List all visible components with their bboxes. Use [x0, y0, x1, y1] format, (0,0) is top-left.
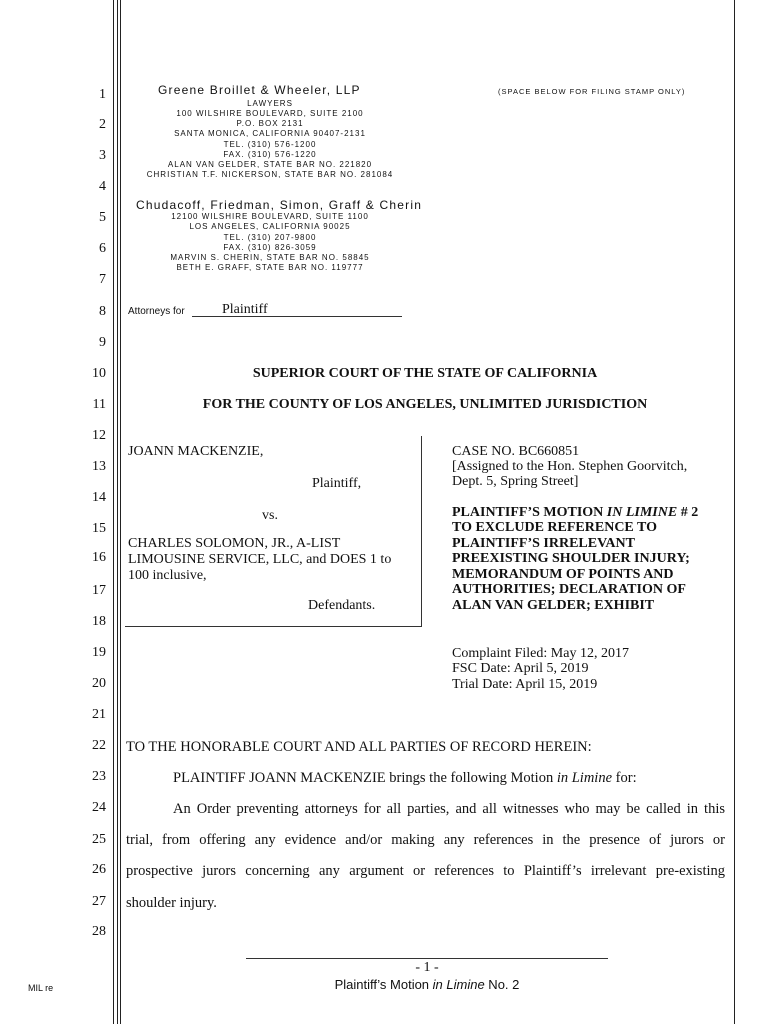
line-number: 11 [92, 397, 106, 412]
line-number: 4 [99, 179, 106, 194]
paragraph-line: shoulder injury. [126, 895, 217, 911]
line-number: 20 [92, 676, 106, 691]
intro-post: for: [612, 770, 637, 786]
motion-title-line: PLAINTIFF’S IRRELEVANT [452, 536, 635, 551]
motion-title-line: MEMORANDUM OF POINTS AND [452, 567, 674, 582]
footer-doc-id: MIL re [28, 983, 54, 993]
page-number: - 1 - [415, 960, 439, 975]
attorneys-for-label: Attorneys for [128, 306, 185, 317]
intro-pre: PLAINTIFF JOANN MACKENZIE brings the following Motion [173, 770, 557, 786]
firm1-name: Greene Broillet & Wheeler, LLP [158, 83, 361, 97]
firm2-line: MARVIN S. CHERIN, STATE BAR NO. 58845 [170, 253, 370, 262]
line-number: 2 [99, 117, 106, 132]
defendant-line: CHARLES SOLOMON, JR., A-LIST [128, 536, 341, 551]
firm1-line: SANTA MONICA, CALIFORNIA 90407-2131 [174, 129, 366, 138]
firm1-line: CHRISTIAN T.F. NICKERSON, STATE BAR NO. 281084 [146, 170, 394, 179]
intro-sentence [173, 770, 637, 787]
line-number: 16 [92, 550, 106, 565]
firm2-line: LOS ANGELES, CALIFORNIA 90025 [189, 222, 351, 231]
motion-title-pre: PLAINTIFF’S MOTION [452, 505, 607, 520]
versus: vs. [262, 508, 278, 523]
line-number: 26 [92, 862, 106, 877]
defendant-line: LIMOUSINE SERVICE, LLC, and DOES 1 to [128, 552, 392, 567]
caption-divider [421, 436, 422, 626]
trial-date: Trial Date: April 15, 2019 [452, 677, 598, 692]
line-number: 3 [99, 148, 106, 163]
footer-title [246, 977, 608, 992]
line-number: 13 [92, 459, 106, 474]
line-number: 9 [99, 335, 106, 350]
assigned-judge-line: [Assigned to the Hon. Stephen Goorvitch, [452, 459, 688, 474]
line-number: 24 [92, 800, 106, 815]
assigned-judge-line: Dept. 5, Spring Street] [452, 474, 579, 489]
motion-title-first-line [452, 505, 698, 521]
footer-title-pre: Plaintiff’s Motion [334, 977, 433, 992]
left-margin-rule [113, 0, 114, 1024]
line-number: 17 [92, 583, 106, 598]
line-number: 6 [99, 241, 106, 256]
defendant-line: 100 inclusive, [128, 568, 207, 583]
plaintiff-name: JOANN MACKENZIE, [128, 444, 264, 459]
firm1-line: TEL. (310) 576-1200 [223, 140, 317, 149]
motion-title-line: AUTHORITIES; DECLARATION OF [452, 582, 686, 597]
court-title-line1: SUPERIOR COURT OF THE STATE OF CALIFORNIA [252, 366, 598, 381]
motion-title-italic: IN LIMINE [606, 505, 678, 520]
line-number: 12 [92, 428, 106, 443]
line-number: 23 [92, 769, 106, 784]
firm2-line: BETH E. GRAFF, STATE BAR NO. 119777 [176, 263, 364, 272]
firm1-line: ALAN VAN GELDER, STATE BAR NO. 221820 [167, 160, 373, 169]
complaint-filed-date: Complaint Filed: May 12, 2017 [452, 646, 629, 661]
paragraph-line: prospective jurors concerning any argument or references to Plaintiff’s irrelevant pre-existing [126, 863, 725, 879]
firm1-line: FAX. (310) 576-1220 [223, 150, 317, 159]
motion-title-line: PREEXISTING SHOULDER INJURY; [452, 551, 690, 566]
paragraph-line: trial, from offering any evidence and/or making any references in the presence of jurors or [126, 832, 725, 848]
firm2-name: Chudacoff, Friedman, Simon, Graff & Cherin [136, 198, 423, 212]
left-margin-rule [117, 0, 118, 1024]
fsc-date: FSC Date: April 5, 2019 [452, 661, 589, 676]
line-number: 21 [92, 707, 106, 722]
firm2-line: FAX. (310) 826-3059 [223, 243, 317, 252]
line-number: 10 [92, 366, 106, 381]
line-number: 28 [92, 924, 106, 939]
line-number: 14 [92, 490, 106, 505]
firm1-line: LAWYERS [247, 99, 293, 108]
plaintiff-role: Plaintiff, [312, 476, 362, 491]
line-number: 15 [92, 521, 106, 536]
firm2-line: 12100 WILSHIRE BOULEVARD, SUITE 1100 [171, 212, 369, 221]
line-number: 25 [92, 832, 106, 847]
motion-title-line: ALAN VAN GELDER; EXHIBIT [452, 598, 655, 613]
case-number: CASE NO. BC660851 [452, 444, 580, 459]
line-number: 5 [99, 210, 106, 225]
attorneys-for-value: Plaintiff [222, 302, 268, 317]
footer-title-post: No. 2 [484, 977, 520, 992]
filing-stamp-note: (SPACE BELOW FOR FILING STAMP ONLY) [498, 87, 686, 96]
firm1-line: 100 WILSHIRE BOULEVARD, SUITE 2100 [176, 109, 364, 118]
motion-title-line: TO EXCLUDE REFERENCE TO [452, 520, 657, 535]
intro-italic: in Limine [556, 770, 613, 786]
right-margin-rule [734, 0, 735, 1024]
paragraph-line: An Order preventing attorneys for all parties, and all witnesses who may be called in this [173, 801, 725, 817]
defendants-role: Defendants. [308, 598, 376, 613]
caption-bottom-rule [125, 626, 422, 627]
salutation: TO THE HONORABLE COURT AND ALL PARTIES OF RECORD HEREIN: [126, 739, 592, 755]
firm1-line: P.O. BOX 2131 [236, 119, 304, 128]
line-number: 18 [92, 614, 106, 629]
footer-title-italic: in Limine [432, 977, 485, 992]
court-title-line2: FOR THE COUNTY OF LOS ANGELES, UNLIMITED JURISDICTION [202, 397, 648, 412]
firm2-line: TEL. (310) 207-9800 [223, 233, 317, 242]
motion-title-post: # 2 [677, 505, 699, 520]
line-number: 22 [92, 738, 106, 753]
left-margin-rule [120, 0, 121, 1024]
footer-rule [246, 958, 608, 959]
line-number: 1 [99, 87, 106, 102]
line-number: 7 [99, 272, 106, 287]
line-number: 8 [99, 304, 106, 319]
line-number: 19 [92, 645, 106, 660]
line-number: 27 [92, 894, 106, 909]
